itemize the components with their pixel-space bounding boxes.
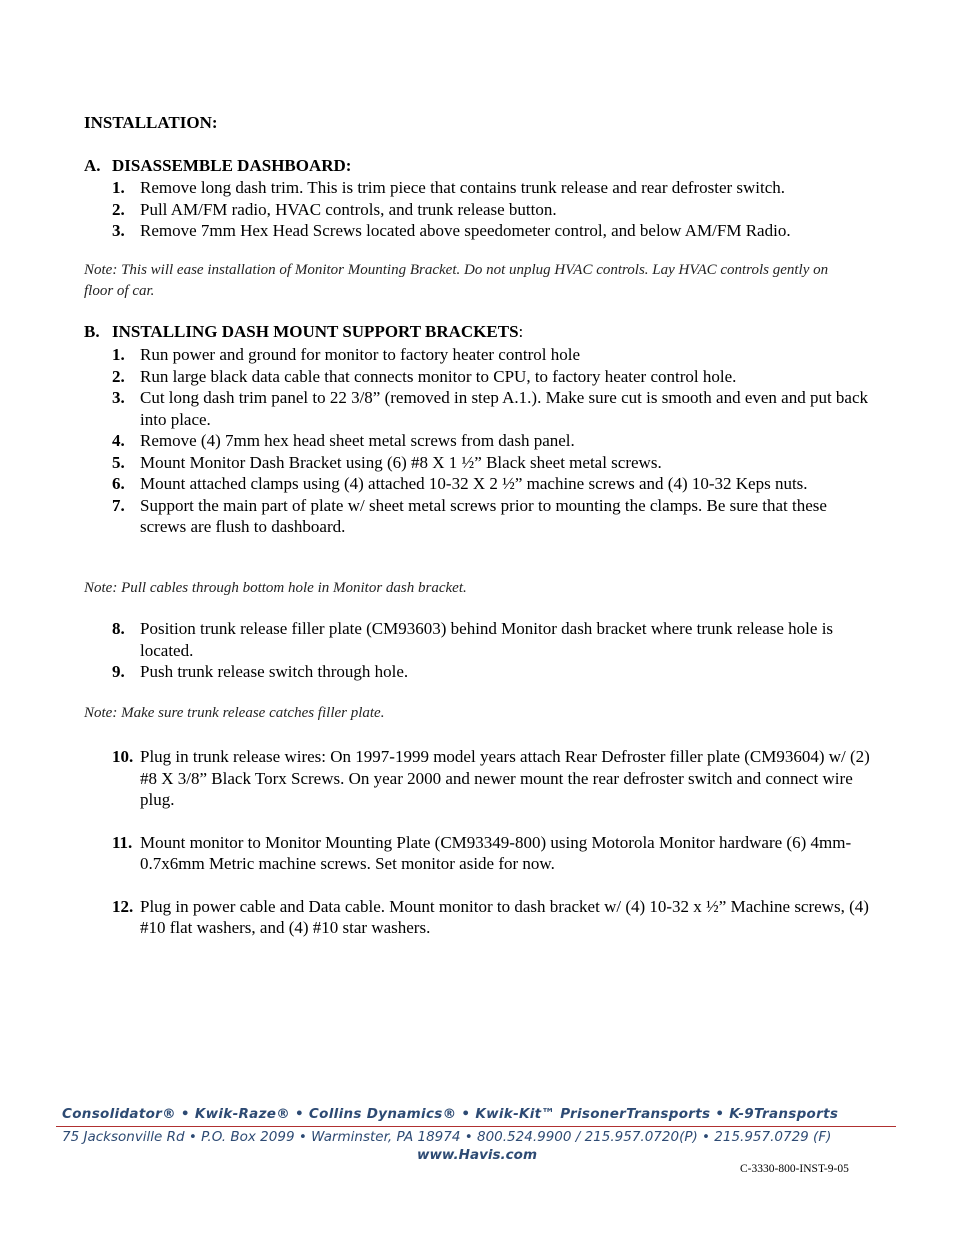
section-b-note-1: Note: Pull cables through bottom hole in Monitor dash bracket. bbox=[84, 580, 467, 596]
section-b-steps bbox=[84, 344, 874, 538]
footer-brands: Consolidator® • Kwik-Raze® • Collins Dynamics® • Kwik-Kit™ PrisonerTransports • K-9Transports bbox=[62, 1106, 839, 1122]
section-b-note-2: Note: Make sure trunk release catches filler plate. bbox=[84, 705, 385, 721]
list-item: 4. Remove (4) 7mm hex head sheet metal screws from dash panel. bbox=[112, 431, 575, 450]
document-id: C-3330-800-INST-9-05 bbox=[740, 1163, 849, 1175]
section-b-steps-final bbox=[84, 746, 874, 939]
section-b-heading: B. INSTALLING DASH MOUNT SUPPORT BRACKETS: bbox=[84, 322, 524, 341]
list-item: 1. Remove long dash trim. This is trim piece that contains trunk release and rear defroster switch. bbox=[112, 178, 786, 197]
list-item: 1. Run power and ground for monitor to factory heater control hole bbox=[112, 345, 580, 364]
section-b-letter: B. bbox=[84, 322, 100, 341]
section-b-title: INSTALLING DASH MOUNT SUPPORT BRACKETS bbox=[112, 322, 519, 341]
list-item: 3. Remove 7mm Hex Head Screws located above speedometer control, and below AM/FM Radio. bbox=[112, 221, 791, 240]
section-b-steps-continued bbox=[84, 618, 874, 683]
section-a-title: DISASSEMBLE DASHBOARD: bbox=[112, 156, 352, 175]
list-item: 8. Position trunk release filler plate (CM93603) behind Monitor dash bracket where trunk release hole is located. bbox=[112, 619, 834, 660]
list-item: 7. Support the main part of plate w/ sheet metal screws prior to mounting the clamps. Be sure that these screws are flush to dashboard. bbox=[112, 495, 827, 536]
list-item: 12. Plug in power cable and Data cable. Mount monitor to dash bracket w/ (4) 10-32 x ½” Machine screws, (4) #10 flat washers, and (4) #10 star washers. bbox=[112, 896, 869, 937]
section-a-steps bbox=[84, 177, 874, 242]
section-a-note: Note: This will ease installation of Monitor Mounting Bracket. Do not unplug HVAC controls. Lay HVAC controls gently on floor of car. bbox=[84, 262, 829, 299]
list-item: 6. Mount attached clamps using (4) attached 10-32 X 2 ½” machine screws and (4) 10-32 Keps nuts. bbox=[112, 474, 808, 493]
list-item: 3. Cut long dash trim panel to 22 3/8” (removed in step A.1.). Make sure cut is smooth and even and put back into place. bbox=[112, 388, 869, 429]
footer-url: www.Havis.com bbox=[416, 1147, 538, 1163]
footer-address: 75 Jacksonville Rd • P.O. Box 2099 • Warminster, PA 18974 • 800.524.9900 / 215.957.0720(P) • 215.957.0729 (F) bbox=[62, 1129, 832, 1145]
list-item: 2. Run large black data cable that connects monitor to CPU, to factory heater control hole. bbox=[112, 366, 737, 386]
list-item: 9. Push trunk release switch through hole. bbox=[112, 662, 409, 681]
section-a-heading bbox=[84, 156, 351, 176]
list-item: 10. Plug in trunk release wires: On 1997-1999 model years attach Rear Defroster filler plate (CM93604) w/ (2) #8 X 3/8” Black Torx Screws. On year 2000 and newer mount the rear defroster switch and connect wire plug. bbox=[112, 747, 870, 809]
list-item: 11. Mount monitor to Monitor Mounting Plate (CM93349-800) using Motorola Monitor hardware (6) 4mm-0.7x6mm Metric machine screws. Set monitor aside for now. bbox=[112, 832, 852, 873]
section-a-letter: A. bbox=[84, 156, 101, 175]
footer-divider bbox=[56, 1126, 896, 1127]
installation-heading: INSTALLATION: bbox=[84, 113, 218, 132]
list-item: 5. Mount Monitor Dash Bracket using (6) #8 X 1 ½” Black sheet metal screws. bbox=[112, 452, 662, 472]
list-item: 2. Pull AM/FM radio, HVAC controls, and trunk release button. bbox=[112, 199, 557, 219]
